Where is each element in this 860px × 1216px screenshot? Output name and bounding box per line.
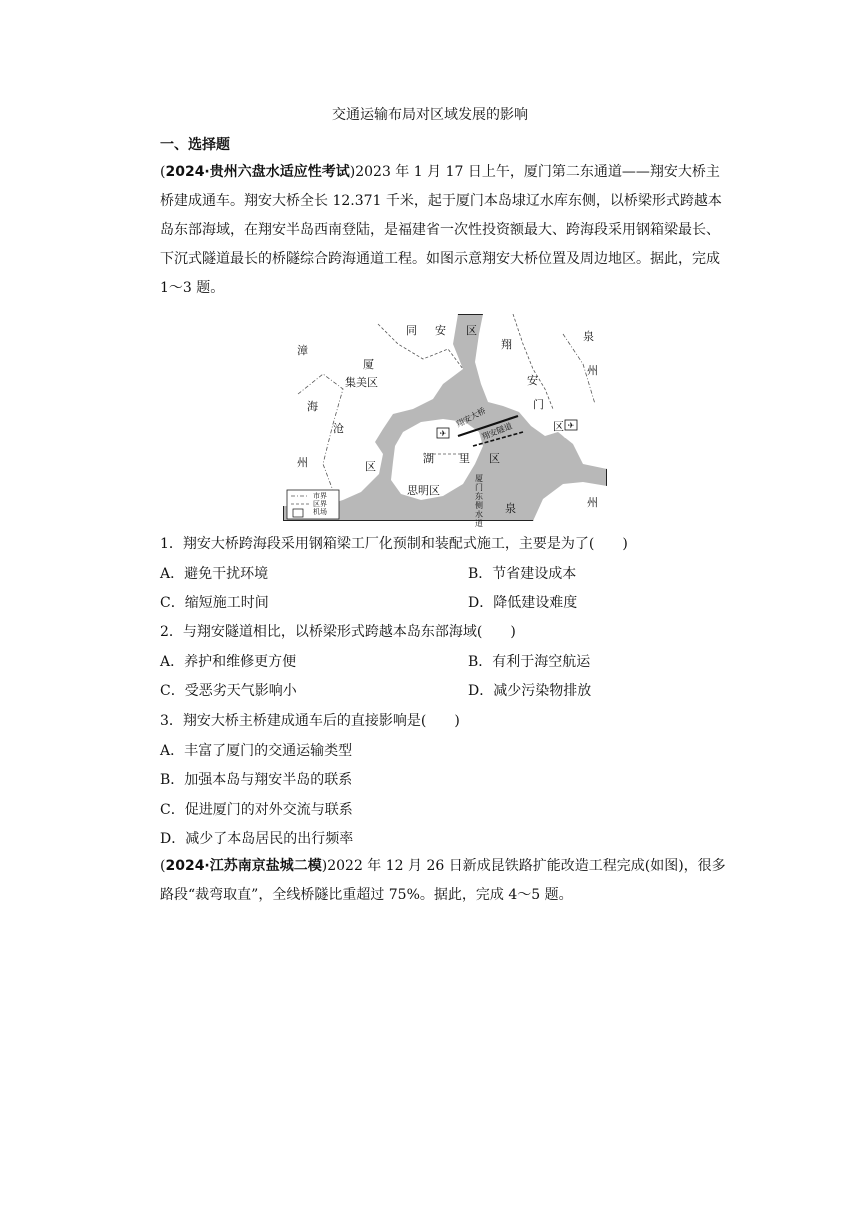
map-label: 沧 xyxy=(333,422,344,435)
intro-line: 桥建成通车。翔安大桥全长 12.371 千米，起于厦门本岛埭辽水库东侧，以桥梁形式跨越本 xyxy=(160,193,722,209)
question-1-stem: 1．翔安大桥跨海段采用钢箱梁工厂化预制和装配式施工，主要是为了( ) xyxy=(160,536,628,552)
svg-text:✈: ✈ xyxy=(439,429,447,438)
source-label: 2024·贵州六盘水适应性考试 xyxy=(165,164,350,180)
map-label: 州 xyxy=(587,364,598,377)
page-title: 交通运输布局对区域发展的影响 xyxy=(332,107,528,123)
intro-line: 下沉式隧道最长的桥隧综合跨海通道工程。如图示意翔安大桥位置及周边地区。据此，完成 xyxy=(160,251,720,267)
q2-option-b: B．有利于海空航运 xyxy=(468,654,591,670)
intro-line: )2023 年 1 月 17 日上午，厦门第二东通道——翔安大桥主 xyxy=(349,164,720,180)
map-label: 同 xyxy=(406,324,417,337)
intro-paragraph-2: (2024·江苏南京盐城二模)2022 年 12 月 26 日新成昆铁路扩能改造工程完成(如图)，很多 路段“裁弯取直”，全线桥隧比重超过 75%。据此，完成 4～5 题。 xyxy=(160,852,732,910)
map-label: 漳 xyxy=(297,344,308,357)
map-label: 海 xyxy=(307,400,318,413)
legend-label: 市界 xyxy=(313,492,327,500)
q1-option-c: C．缩短施工时间 xyxy=(160,595,269,611)
svg-text:✈: ✈ xyxy=(567,421,575,430)
map-label: 区 xyxy=(466,324,477,337)
q2-option-d: D．减少污染物排放 xyxy=(468,683,592,699)
map-label: 泉 xyxy=(505,502,516,515)
q2-option-a: A．养护和维修更方便 xyxy=(160,654,297,670)
section-heading: 一、选择题 xyxy=(160,137,230,153)
intro-line: 岛东部海域，在翔安半岛西南登陆，是福建省一次性投资额最大、跨海段采用钢箱梁最长、 xyxy=(160,222,720,238)
bridge-label: 翔安大桥 xyxy=(454,406,488,429)
map-label: 泉 xyxy=(583,330,594,343)
map-label: 安 xyxy=(435,324,446,337)
map-label: 厦 xyxy=(363,358,374,371)
q3-option-c: C．促进厦门的对外交流与联系 xyxy=(160,802,353,818)
channel-label: 厦门东侧水道 xyxy=(475,474,483,528)
map-labels xyxy=(283,314,607,528)
q1-option-a: A．避免干扰环境 xyxy=(160,566,269,582)
tunnel-label: 翔安隧道 xyxy=(480,421,514,442)
source-label: 2024·江苏南京盐城二模 xyxy=(165,858,322,874)
question-2-stem: 2．与翔安隧道相比，以桥梁形式跨越本岛东部海域( ) xyxy=(160,624,516,640)
legend-label: 区界 xyxy=(313,500,327,508)
map-label: 里 xyxy=(459,452,470,465)
intro-line: 1～3 题。 xyxy=(160,280,225,296)
q3-option-a: A．丰富了厦门的交通运输类型 xyxy=(160,743,353,759)
q1-option-d: D．降低建设难度 xyxy=(468,595,578,611)
map-label: 区 xyxy=(489,452,500,465)
q3-option-b: B．加强本岛与翔安半岛的联系 xyxy=(160,772,353,788)
map-label: 区 xyxy=(365,460,376,473)
map-label: 州 xyxy=(297,456,308,469)
intro-line: )2022 年 12 月 26 日新成昆铁路扩能改造工程完成(如图)，很多 xyxy=(321,858,726,874)
map-label: 翔 xyxy=(501,338,512,351)
map-label: 区 xyxy=(553,420,564,433)
intro-line: 路段“裁弯取直”，全线桥隧比重超过 75%。据此，完成 4～5 题。 xyxy=(160,887,573,903)
map-label: 集美区 xyxy=(345,376,378,389)
map-label: 湖 xyxy=(423,452,434,465)
map-label: 安 xyxy=(527,374,538,387)
q2-option-c: C．受恶劣天气影响小 xyxy=(160,683,297,699)
q3-option-d: D．减少了本岛居民的出行频率 xyxy=(160,831,354,847)
intro-paragraph-1: (2024·贵州六盘水适应性考试)2023 年 1 月 17 日上午，厦门第二东通道——翔安大桥主 桥建成通车。翔安大桥全长 12.371 千米，起于厦门本岛埭辽水库东侧，以桥梁形式跨越本 岛东部海域，在翔安半岛西南登陆，是福建省一次性投资额最大、跨海段采用钢箱梁最长、 下沉式隧道最长的桥隧综合跨海通道工程。如图示意翔安大桥位置及周边地区。据此，完成 1～3 题。 xyxy=(160,158,732,303)
question-3-stem: 3．翔安大桥主桥建成通车后的直接影响是( ) xyxy=(160,713,460,729)
map-label: 思明区 xyxy=(407,484,440,497)
legend-label: 机场 xyxy=(313,508,327,516)
map-label: 州 xyxy=(587,496,598,509)
q1-option-b: B．节省建设成本 xyxy=(468,566,577,582)
map-label: 门 xyxy=(533,398,544,411)
